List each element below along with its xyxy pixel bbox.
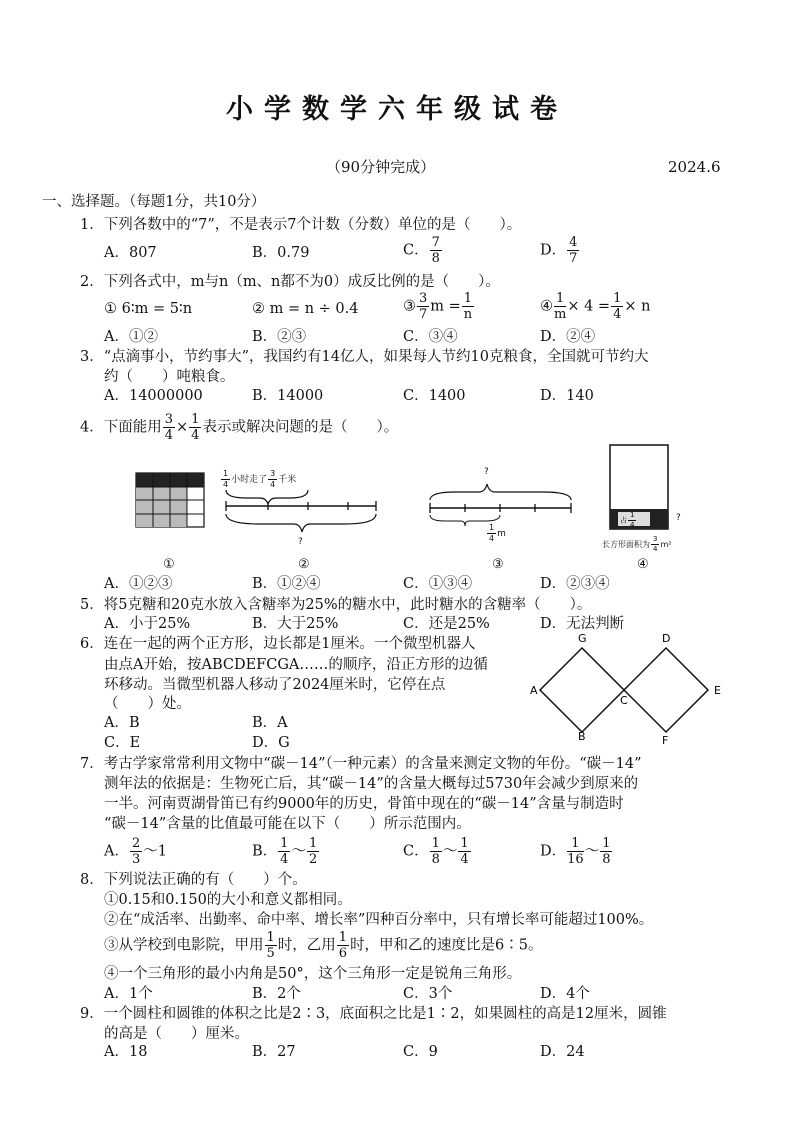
q3-option-a: A．14000000	[104, 388, 203, 404]
q7-line-4: “碳－14”含量的比值最可能在以下（ ）所示范围内。	[104, 816, 471, 832]
q5-option-b: B．大于25%	[252, 616, 339, 632]
q5-option-d: D．无法判断	[540, 616, 625, 632]
q5-option-a: A．小于25%	[104, 616, 191, 632]
q6-point-b: B	[578, 730, 586, 743]
q4-figure-4-inner-label: 占 $\frac{1}{4}$	[620, 511, 635, 529]
q1-stem: 1．下列各数中的“7”，不是表示7个计数（分数）单位的是（ ）。	[80, 217, 522, 233]
q4-figure-3-number: ③	[492, 557, 504, 572]
q4-figure-4-question-mark: ?	[676, 513, 681, 523]
q9-option-d: D．24	[540, 1044, 585, 1060]
q7-option-d: D． $\frac{1}{16}$ ～ $\frac{1}{8}$	[540, 836, 611, 867]
q4-stem: 4．下面能用 $\frac{3}{4}$ × $\frac{1}{4}$ 表示或解决问题的是（ ）。	[80, 412, 399, 443]
q8-stem: 8．下列说法正确的有（ ）个。	[80, 872, 307, 888]
q3-option-b: B．14000	[252, 388, 324, 404]
q2-expr-1: ① 6∶m = 5∶n	[104, 301, 193, 317]
q6-line-4: （ ）处。	[104, 696, 191, 712]
q4-figure-4-number: ④	[637, 557, 649, 572]
exam-date: 2024.6	[668, 158, 721, 176]
q8-statement-1: ①0.15和0.150的大小和意义都相同。	[104, 892, 352, 908]
q7-line-2: 测年法的依据是：生物死亡后，其“碳－14”的含量大概每过5730年会减少到原来的	[104, 776, 639, 792]
q6-option-a: A．B	[104, 715, 140, 731]
q6-line-2: 由点A开始，按ABCDEFCGA……的顺序，沿正方形的边循	[104, 657, 488, 673]
q8-statement-2: ②在“成活率、出勤率、命中率、增长率”四种百分率中，只有增长率可能超过100%。	[104, 912, 654, 928]
q4-figure-3-label: $\frac{1}{4}$ m	[489, 523, 506, 543]
q2-expr-4: ④ $\frac{1}{m}$ × 4 = $\frac{1}{4}$ × n	[540, 291, 651, 322]
q6-option-c: C．E	[104, 735, 141, 751]
q4-figure-4-rectangle	[606, 443, 672, 533]
q4-option-a: A．①②③	[104, 576, 173, 592]
q2-expr-3: ③ $\frac{3}{7}$ m = $\frac{1}{n}$	[403, 291, 473, 322]
q6-line-1: 6．连在一起的两个正方形，边长都是1厘米。一个微型机器人	[80, 636, 476, 652]
q4-figure-1-number: ①	[163, 557, 175, 572]
q4-figure-2-question-mark: ?	[298, 537, 303, 547]
q4-option-c: C．①③④	[403, 576, 473, 592]
q7-line-1: 7．考古学家常常利用文物中“碳－14”（一种元素）的含量来测定文物的年份。“碳－14”	[80, 756, 642, 772]
q7-line-3: 一半。河南贾湖骨笛已有约9000年的历史，骨笛中现在的“碳－14”含量与制造时	[104, 796, 624, 812]
page-title: 小学数学六年级试卷	[226, 94, 568, 125]
q2-stem: 2．下列各式中，m与n（m、n都不为0）成反比例的是（ ）。	[80, 274, 500, 290]
q3-option-d: D．140	[540, 388, 594, 404]
q2-option-b: B．②③	[252, 329, 307, 345]
q6-option-d: D．G	[252, 735, 290, 751]
q4-figure-2-label: $\frac{1}{4}$ 小时走了 $\frac{3}{4}$ 千米	[223, 469, 297, 489]
q6-point-d: D	[662, 632, 671, 645]
time-limit: （90分钟完成）	[326, 158, 436, 176]
q6-line-3: 环移动。当微型机器人移动了2024厘米时，它停在点	[104, 677, 446, 693]
q6-option-b: B．A	[252, 715, 288, 731]
q4-figure-2-number: ②	[298, 557, 310, 572]
q2-expr-2: ② m = n ÷ 0.4	[252, 301, 359, 317]
q5-option-c: C．还是25%	[403, 616, 490, 632]
q9-line-2: 的高是（ ）厘米。	[104, 1026, 249, 1042]
q8-statement-4: ④一个三角形的最小内角是50°，这个三角形一定是锐角三角形。	[104, 966, 522, 982]
q9-line-1: 9．一个圆柱和圆锥的体积之比是2∶3，底面积之比是1∶2，如果圆柱的高是12厘米，圆锥	[80, 1006, 667, 1022]
q5-stem: 5．将5克糖和20克水放入含糖率为25%的糖水中，此时糖水的含糖率（ ）。	[80, 597, 592, 613]
q1-option-c: C． $\frac{7}{8}$	[403, 235, 440, 266]
q7-option-b: B． $\frac{1}{4}$ ～ $\frac{1}{2}$	[252, 836, 318, 867]
q9-option-c: C．9	[403, 1044, 438, 1060]
q4-figure-1-grid	[135, 472, 205, 528]
q8-option-d: D．4个	[540, 986, 590, 1002]
q3-line-2: 约（ ）吨粮食。	[104, 369, 235, 385]
q8-option-c: C．3个	[403, 986, 453, 1002]
q9-option-b: B．27	[252, 1044, 296, 1060]
q6-point-f: F	[662, 734, 669, 747]
q8-statement-3: ③从学校到电影院，甲用 $\frac{1}{5}$ 时，乙用 $\frac{1}{6}$ 时，甲和乙的速度比是6∶5。	[104, 930, 543, 961]
q1-option-a: A．807	[104, 245, 157, 261]
q3-line-1: 3．“点滴事小，节约事大”，我国约有14亿人，如果每人节约10克粮食，全国就可节约大	[80, 349, 649, 365]
q3-option-c: C．1400	[403, 388, 466, 404]
q4-figure-4-caption: 长方形面积为 $\frac{3}{4}$ m²	[602, 535, 672, 553]
q6-point-g: G	[578, 632, 587, 645]
q4-option-b: B．①②④	[252, 576, 321, 592]
q1-option-d: D． $\frac{4}{7}$	[540, 235, 578, 266]
q6-point-e: E	[714, 684, 721, 697]
q7-option-c: C． $\frac{1}{8}$ ～ $\frac{1}{4}$	[403, 836, 469, 867]
q8-option-b: B．2个	[252, 986, 301, 1002]
q4-figure-3-question-mark: ?	[484, 467, 489, 477]
q2-option-c: C．③④	[403, 329, 458, 345]
q9-option-a: A．18	[104, 1044, 148, 1060]
section-heading: 一、选择题。（每题1分，共10分）	[42, 194, 266, 210]
q7-option-a: A． $\frac{2}{3}$ ～1	[104, 836, 167, 867]
q4-figure-3-line	[425, 478, 575, 528]
q6-point-a: A	[530, 684, 538, 697]
q6-two-squares-diagram	[524, 628, 734, 750]
q6-point-c: C	[620, 694, 628, 707]
q1-option-b: B．0.79	[252, 245, 310, 261]
q8-option-a: A．1个	[104, 986, 153, 1002]
q2-option-d: D．②④	[540, 329, 596, 345]
q2-option-a: A．①②	[104, 329, 158, 345]
q4-option-d: D．②③④	[540, 576, 610, 592]
